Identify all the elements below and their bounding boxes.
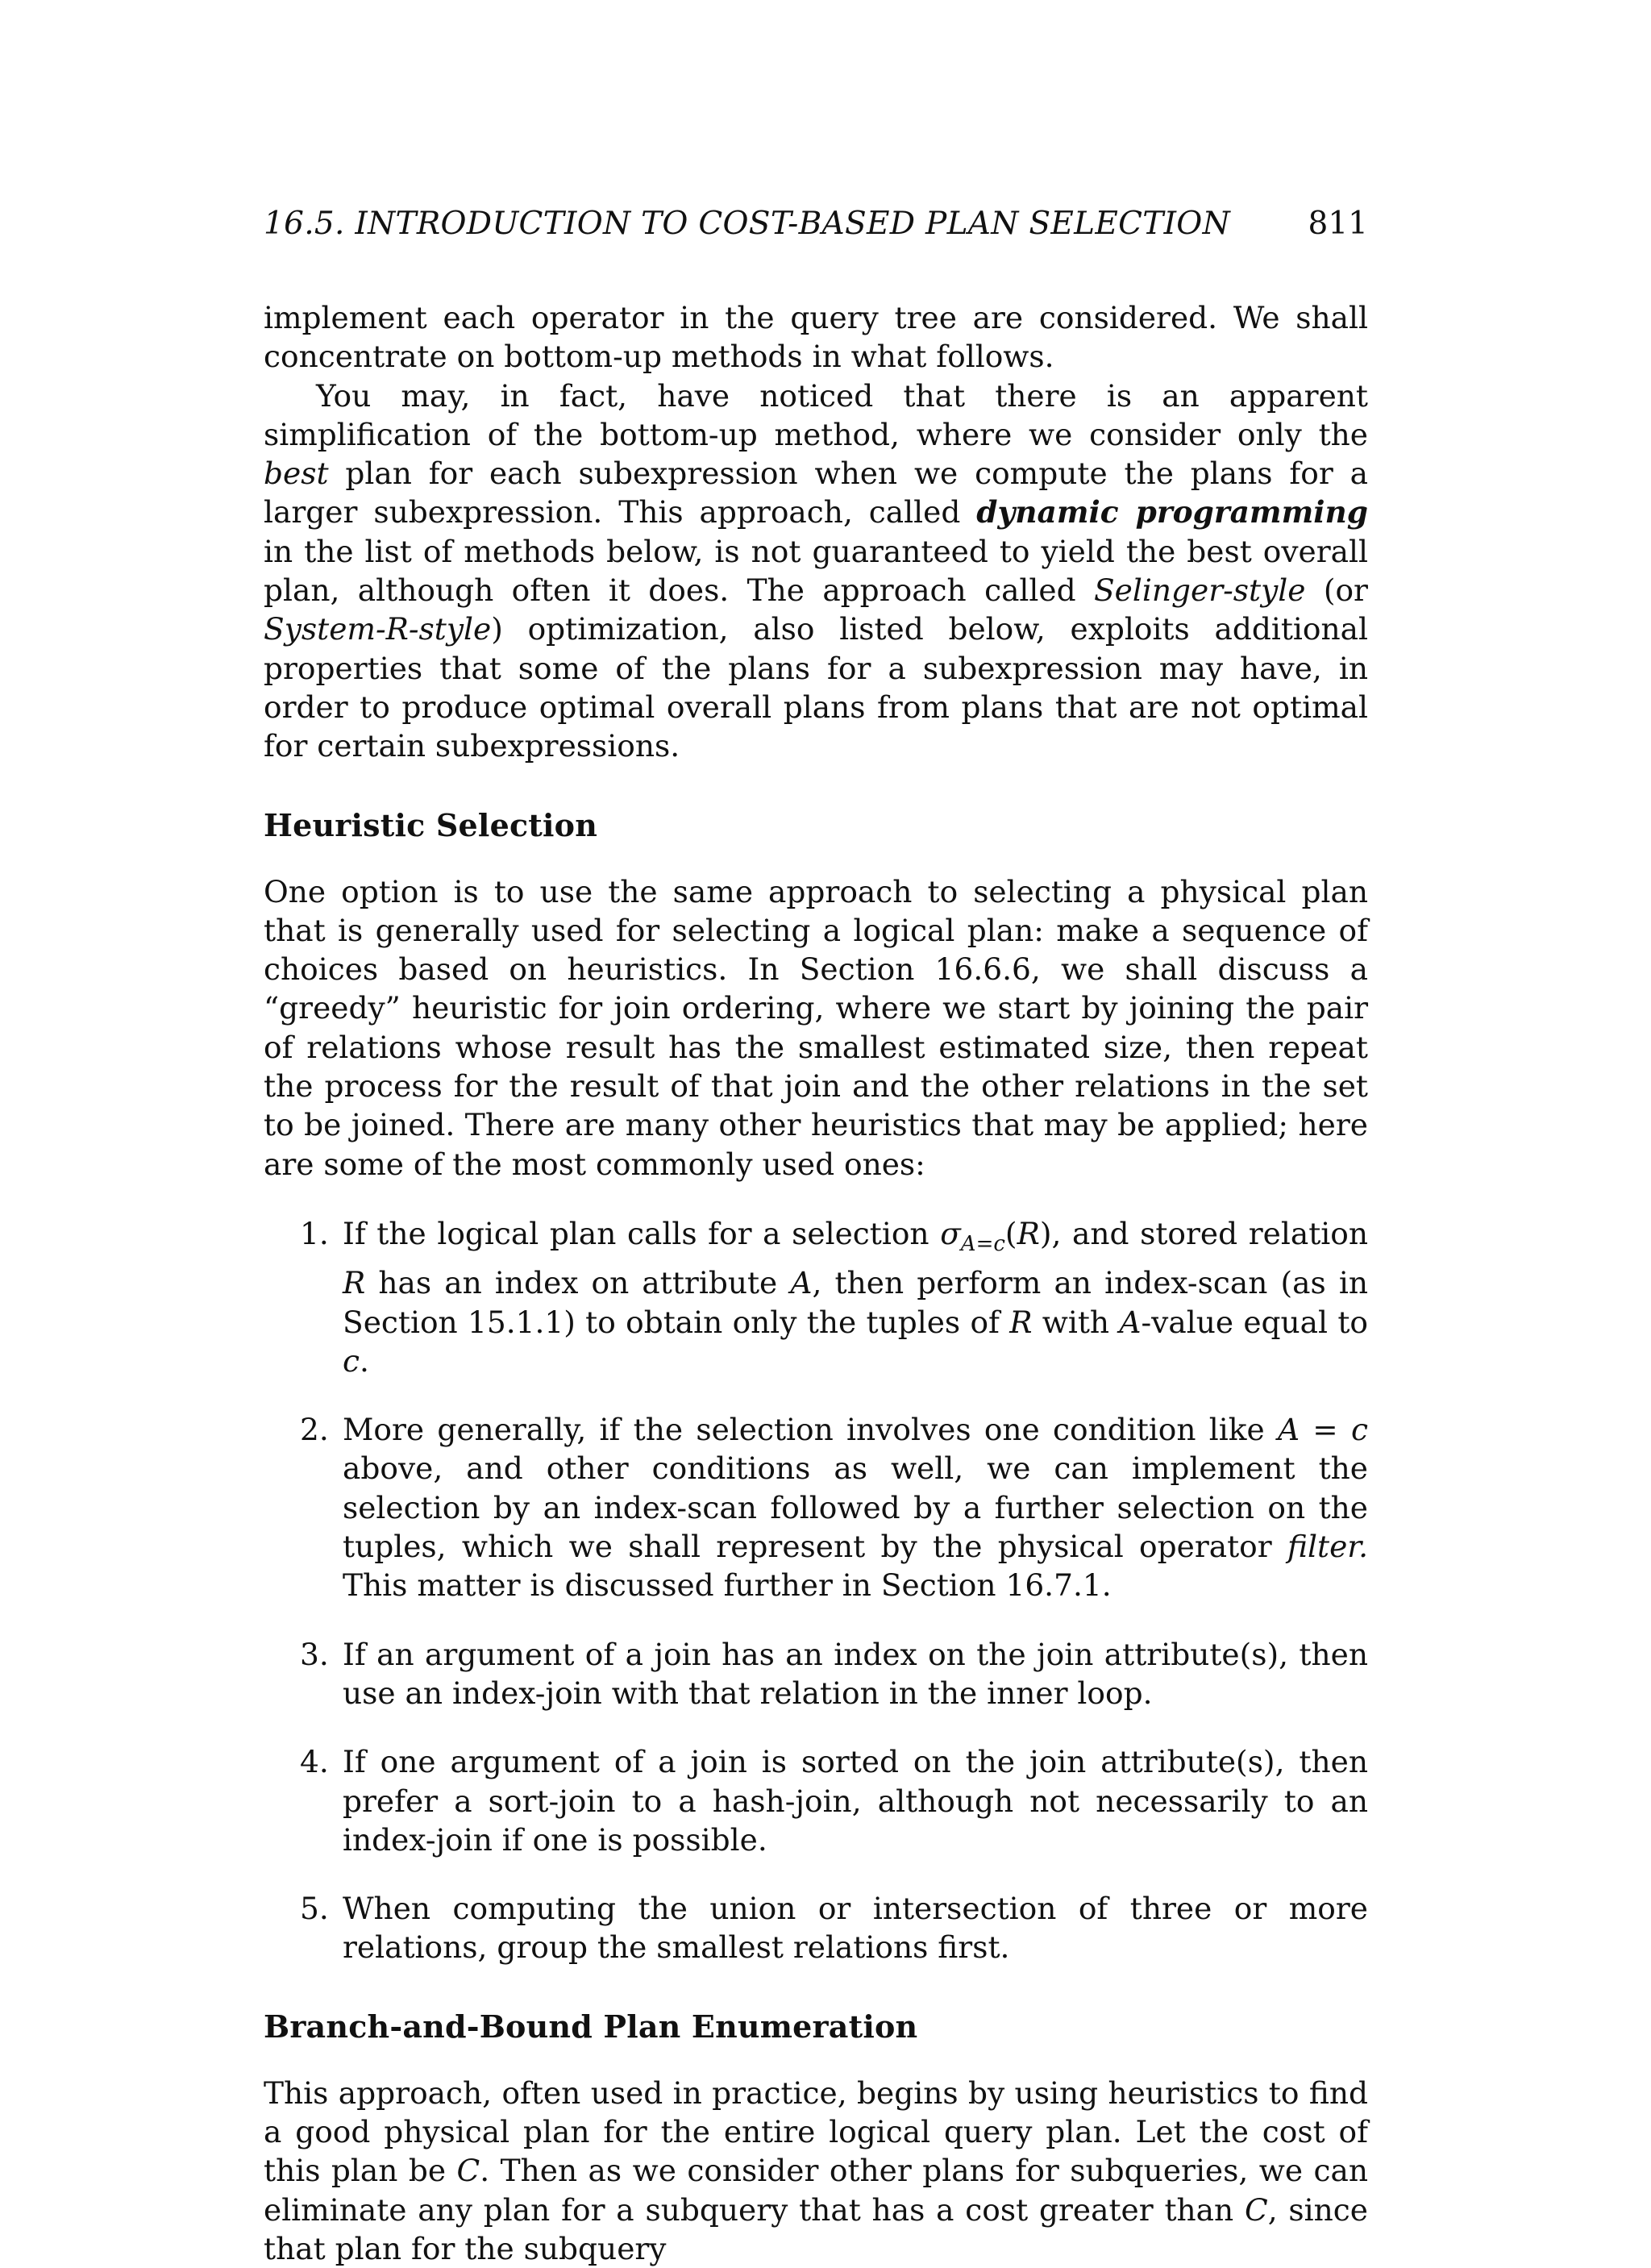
body-text: [264, 298, 1368, 2268]
sigma-symbol: σ: [940, 1215, 961, 1251]
list-item-number: 2.: [300, 1412, 329, 1448]
section-heading-heuristic-selection: Heuristic Selection: [264, 806, 598, 843]
list-item: 1. If the logical plan calls for a selection $\sigma_{A=c}(R)$, and stored relation R has an index on attribute A, then perform an index-scan (as in Section 15.1.1) to obtain only the tuples of R with A-value equal to c.: [300, 1215, 1368, 1379]
intro-paragraph-2: You may, in fact, have noticed that there is an apparent simplification of the bottom-up method, where we consider only the best plan for each subexpression when we compute the plans for a larger subexpression. This approach, called dynamic programming in the list of methods below, is not guaranteed to yield the best overall plan, although often it does. The approach called Selinger-style (or System-R-style) optimization, also listed below, exploits additional properties that some of the plans for a subexpression may have, in order to produce optimal overall plans from plans that are not optimal for certain subexpressions.: [264, 377, 1368, 764]
list-item: 4. If one argument of a join is sorted on the join attribute(s), then prefer a sort-join to a hash-join, although not necessarily to an index-join if one is possible.: [300, 1744, 1368, 1858]
condition-expression: A = c: [1277, 1412, 1368, 1448]
list-item: 3. If an argument of a join has an index on the join attribute(s), then use an index-join with that relation in the inner loop.: [300, 1636, 1368, 1711]
chapter-section-title: 16.5. INTRODUCTION TO COST-BASED PLAN SELECTION: [264, 206, 1230, 242]
selection-condition: A=c: [960, 1231, 1005, 1256]
term-system-r-style: System-R-style: [264, 611, 492, 647]
section-heading-branch-and-bound: Branch-and-Bound Plan Enumeration: [264, 2008, 918, 2045]
heuristic-paragraph: One option is to use the same approach to selecting a physical plan that is generally used for selecting a logical plan: make a sequence of choices based on heuristics. In Section 16.6.6, we shall discuss a “greedy” heuristic for join ordering, where we start by joining the pair of relations whose result has the smallest estimated size, then repeat the process for the result of that join and the other relations in the set to be joined. There are many other heuristics that may be applied; here are some of the most commonly used ones:: [264, 873, 1368, 1182]
heuristics-list: [264, 1214, 1368, 1967]
list-item-number: 1.: [300, 1215, 329, 1251]
list-item-number: 3.: [300, 1636, 329, 1672]
list-item: 2. More generally, if the selection involves one condition like A = c above, and other conditions as well, we can implement the selection by an index-scan followed by a further selection on the tuples, which we shall represent by the physical operator filter. This matter is discussed further in Section 16.7.1.: [300, 1412, 1368, 1604]
branch-paragraph: This approach, often used in practice, begins by using heuristics to find a good physical plan for the entire logical query plan. Let the cost of this plan be C. Then as we consider other plans for subqueries, we can eliminate any plan for a subquery that has a cost greater than C, since that plan for the subquery: [264, 2074, 1368, 2266]
term-dynamic-programming: dynamic programming: [976, 494, 1368, 531]
list-item: 5. When computing the union or intersection of three or more relations, group the smallest relations first.: [300, 1891, 1368, 1966]
term-filter: filter.: [1287, 1529, 1368, 1565]
list-item-number: 5.: [300, 1891, 329, 1927]
emphasis-best: best: [264, 456, 329, 492]
list-item-number: 4.: [300, 1744, 329, 1780]
term-selinger-style: Selinger-style: [1093, 572, 1306, 609]
intro-paragraph-1: implement each operator in the query tree are considered. We shall concentrate on bottom-up methods in what follows.: [264, 300, 1368, 375]
running-header: [264, 203, 1368, 245]
page-number: 811: [1308, 206, 1368, 242]
